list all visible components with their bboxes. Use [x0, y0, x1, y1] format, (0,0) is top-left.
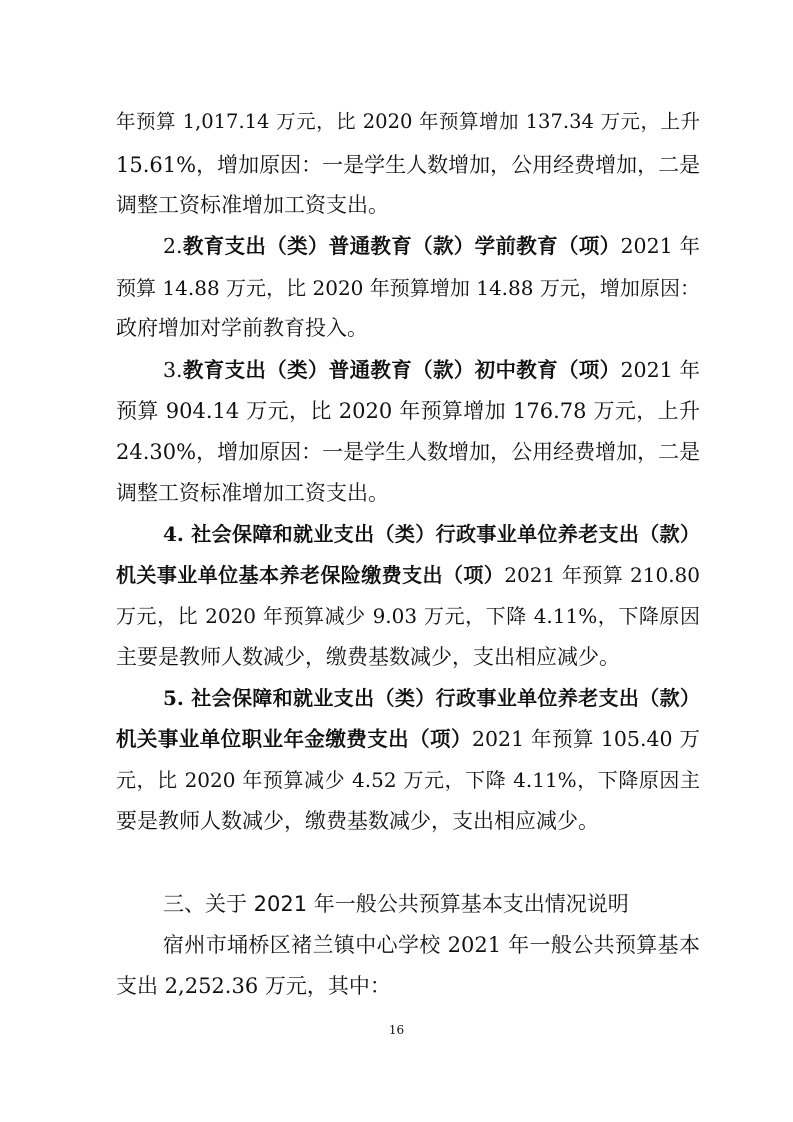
paragraph-3-line-2: 预算 904.14 万元，比 2020 年预算增加 176.78 万元，上升 [116, 399, 700, 423]
item-title: 机关事业单位职业年金缴费支出（项） [116, 727, 472, 751]
paragraph-5-line-3: 元，比 2020 年预算减少 4.52 万元，下降 4.11%，下降原因主 [116, 768, 700, 792]
paragraph-5-line-4: 要是教师人数减少，缴费基数减少，支出相应减少。 [116, 809, 599, 833]
paragraph-3-line-3: 24.30%，增加原因：一是学生人数增加，公用经费增加，二是 [116, 440, 701, 464]
paragraph-1-line-1: 年预算 1,017.14 万元，比 2020 年预算增加 137.34 万元，上升 [116, 110, 700, 133]
section-3-line-2: 支出 2,252.36 万元，其中： [116, 974, 391, 998]
item-text: 2021 年 [620, 358, 701, 382]
item-text: 2021 年 [620, 234, 701, 258]
section-3-line-1: 宿州市埇桥区褚兰镇中心学校 2021 年一般公共预算基本 [163, 933, 700, 957]
section-heading: 三、关于 2021 年一般公共预算基本支出情况说明 [163, 892, 629, 916]
paragraph-5-line-1: 5. 社会保障和就业支出（类）行政事业单位养老支出（款） [163, 686, 700, 710]
item-title: 教育支出（类）普通教育（款）初中教育（项） [182, 358, 621, 382]
paragraph-4-line-4: 主要是教师人数减少，缴费基数减少，支出相应减少。 [116, 645, 620, 669]
paragraph-5-line-2 [116, 724, 700, 754]
item-number: 3. [163, 358, 183, 382]
paragraph-1-line-2: 15.61%，增加原因：一是学生人数增加，公用经费增加，二是 [116, 153, 701, 177]
item-title: 机关事业单位基本养老保险缴费支出（项） [116, 563, 505, 587]
paragraph-2-line-3: 政府增加对学前教育投入。 [116, 316, 368, 340]
item-title: 教育支出（类）普通教育（款）学前教育（项） [182, 234, 621, 258]
item-text: 2021 年预算 210.80 [504, 563, 701, 587]
paragraph-2-line-1 [163, 231, 700, 261]
item-number: 2. [163, 234, 183, 258]
paragraph-1-line-3: 调整工资标准增加工资支出。 [116, 193, 389, 217]
paragraph-4-line-2 [116, 560, 700, 590]
item-text: 2021 年预算 105.40 万 [471, 727, 701, 751]
paragraph-4-line-3: 万元，比 2020 年预算减少 9.03 万元，下降 4.11%，下降原因 [116, 604, 700, 628]
paragraph-3-line-1 [163, 355, 700, 385]
paragraph-3-line-4: 调整工资标准增加工资支出。 [116, 481, 389, 505]
paragraph-4-line-1: 4. 社会保障和就业支出（类）行政事业单位养老支出（款） [163, 522, 700, 546]
paragraph-2-line-2: 预算 14.88 万元，比 2020 年预算增加 14.88 万元，增加原因： [116, 276, 700, 300]
page-number: 16 [388, 1023, 405, 1037]
